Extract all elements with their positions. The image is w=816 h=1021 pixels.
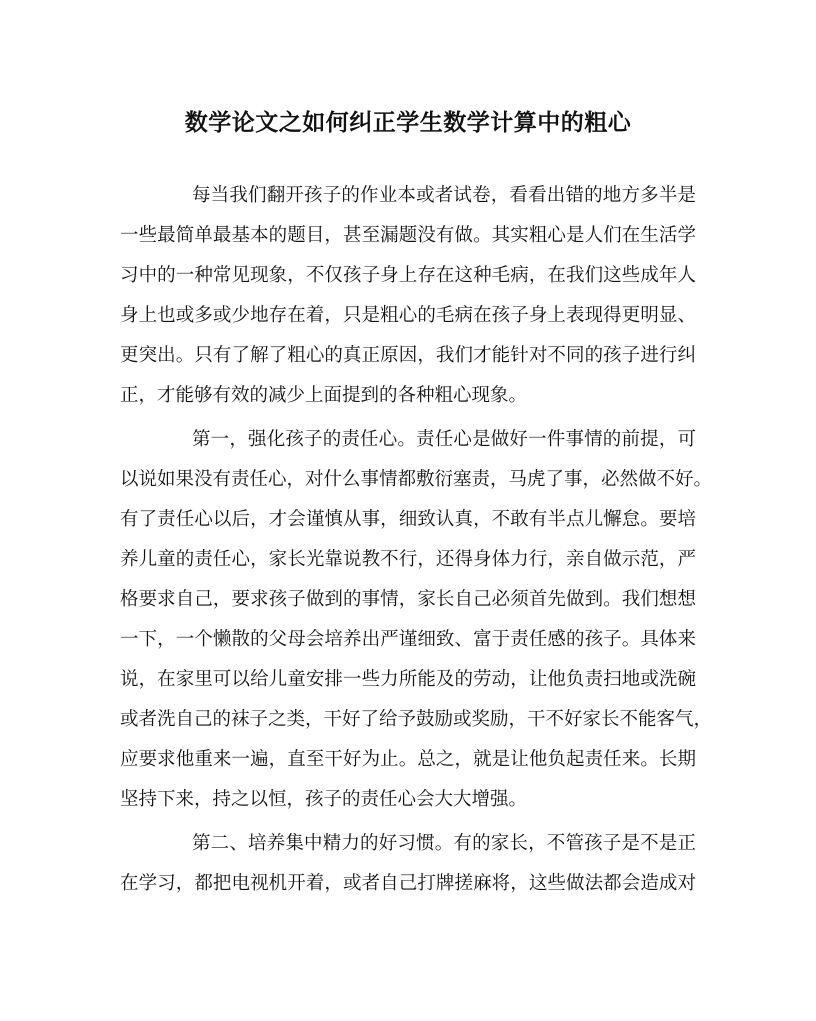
paragraph-1-line-2: 一些最简单最基本的题目，甚至漏题没有做。其实粗心是人们在生活学 [120,225,696,246]
paragraph-1-line-4: 身上也或多或少地存在着，只是粗心的毛病在孩子身上表现得更明显、 [120,305,696,326]
paragraph-1-line-5: 更突出。只有了解了粗心的真正原因，我们才能针对不同的孩子进行纠 [120,345,696,366]
document-title: 数学论文之如何纠正学生数学计算中的粗心 [184,109,632,136]
paragraph-3-line-2: 在学习，都把电视机开着，或者自己打牌搓麻将，这些做法都会造成对 [120,873,696,894]
paragraph-2-line-9: 应要求他重来一遍，直至干好为止。总之，就是让他负起责任来。长期 [120,749,696,770]
paragraph-2-line-2: 以说如果没有责任心，对什么事情都敷衍塞责，马虎了事，必然做不好。 [120,469,713,490]
paragraph-2-line-10: 坚持下来，持之以恒，孩子的责任心会大大增强。 [120,789,528,810]
paragraph-2-line-7: 说，在家里可以给儿童安排一些力所能及的劳动，让他负责扫地或洗碗 [120,669,696,690]
paragraph-2-line-6: 一下，一个懒散的父母会培养出严谨细致、富于责任感的孩子。具体来 [120,629,696,650]
paragraph-2-line-1: 第一，强化孩子的责任心。责任心是做好一件事情的前提，可 [192,429,696,450]
paragraph-2-line-3: 有了责任心以后，才会谨慎从事，细致认真，不敢有半点儿懈怠。要培 [120,509,696,530]
paragraph-2-line-5: 格要求自己，要求孩子做到的事情，家长自己必须首先做到。我们想想 [120,589,696,610]
paragraph-1-line-3: 习中的一种常见现象，不仅孩子身上存在这种毛病，在我们这些成年人 [120,265,696,286]
paragraph-3-line-1: 第二、培养集中精力的好习惯。有的家长，不管孩子是不是正 [192,833,696,854]
paragraph-2-line-8: 或者洗自己的袜子之类，干好了给予鼓励或奖励，干不好家长不能客气， [120,709,713,730]
paragraph-1-line-6: 正，才能够有效的减少上面提到的各种粗心现象。 [120,385,528,406]
paragraph-2-line-4: 养儿童的责任心，家长光靠说教不行，还得身体力行，亲自做示范，严 [120,549,696,570]
paragraph-1-line-1: 每当我们翻开孩子的作业本或者试卷，看看出错的地方多半是 [192,185,696,206]
